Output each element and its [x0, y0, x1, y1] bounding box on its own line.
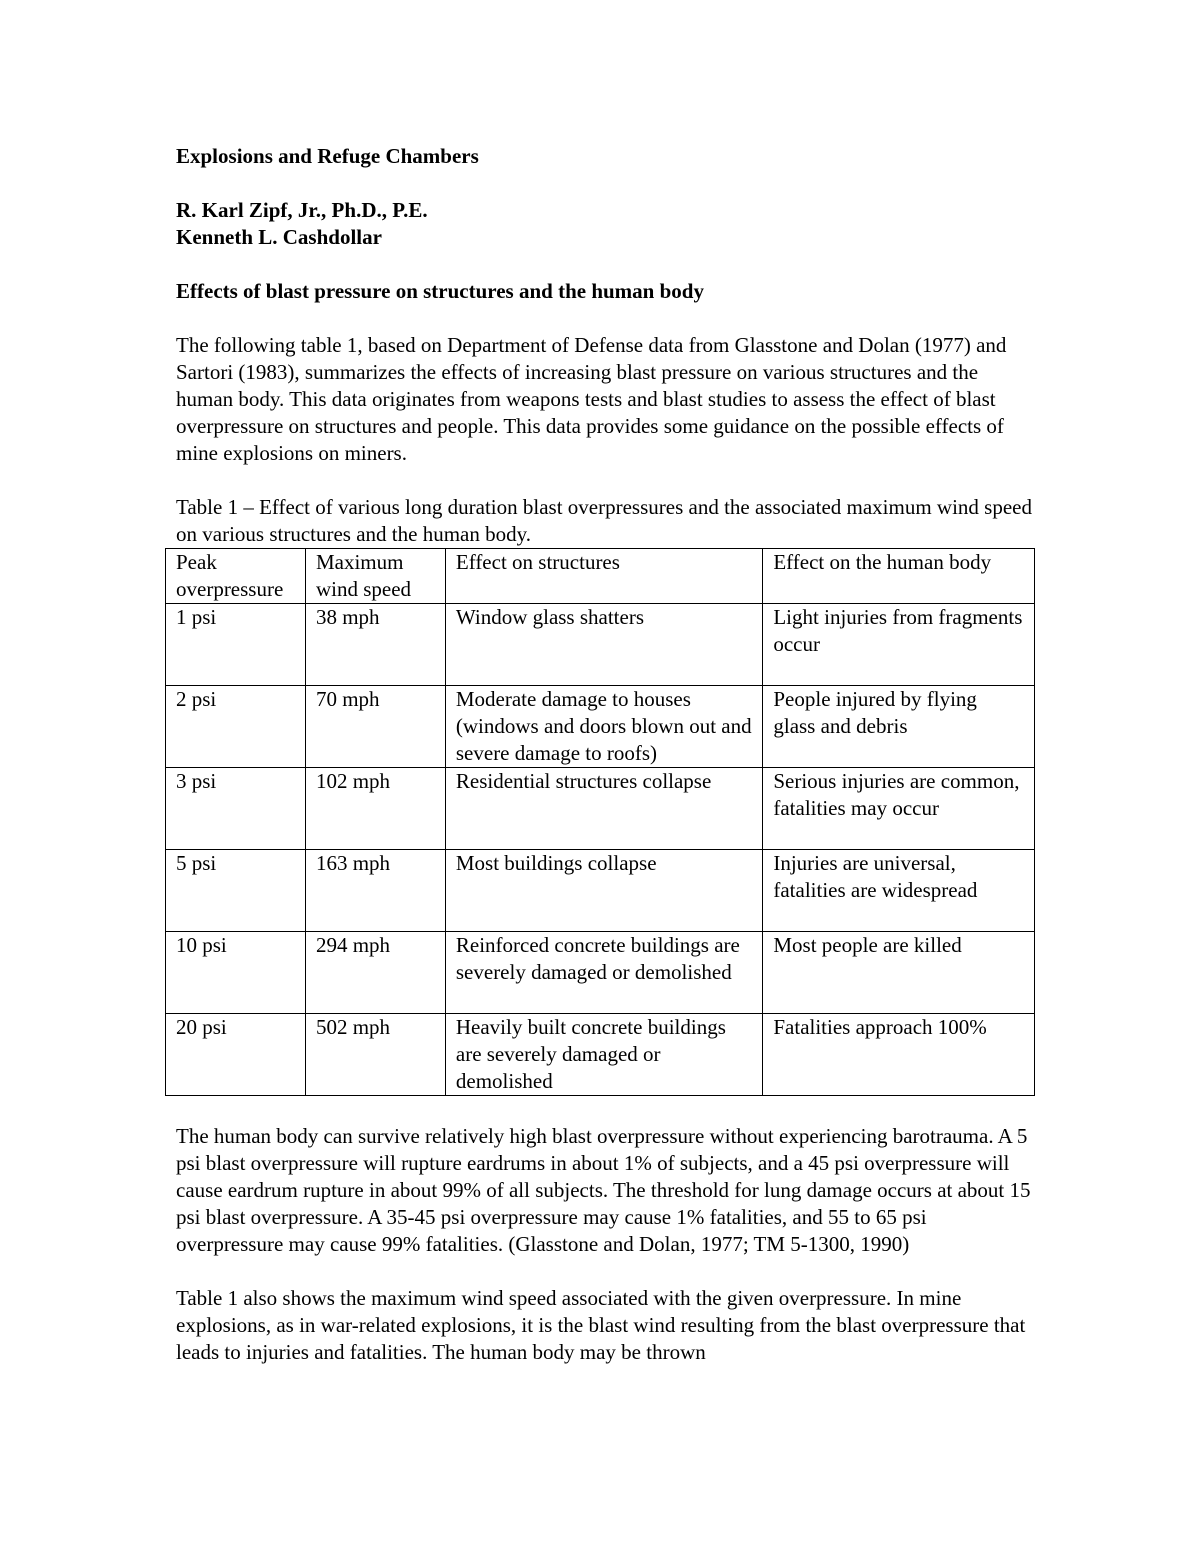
table-cell: 502 mph [305, 1014, 445, 1096]
table-row [166, 686, 1035, 768]
author-name: R. Karl Zipf, Jr., Ph.D., P.E. [176, 198, 428, 222]
table-header-cell: Effect on the human body [763, 549, 1035, 604]
table-cell: Residential structures collapse [445, 768, 762, 850]
table-cell: 294 mph [305, 932, 445, 1014]
table-cell: Moderate damage to houses (windows and doors blown out and severe damage to roofs) [445, 686, 762, 768]
table-cell: Window glass shatters [445, 604, 762, 686]
table-cell: Most buildings collapse [445, 850, 762, 932]
table-cell: 10 psi [166, 932, 306, 1014]
table-cell: Heavily built concrete buildings are severely damaged or demolished [445, 1014, 762, 1096]
table-row [166, 932, 1035, 1014]
table-cell: Most people are killed [763, 932, 1035, 1014]
table-cell: 163 mph [305, 850, 445, 932]
table-row [166, 1014, 1035, 1096]
document-title: Explosions and Refuge Chambers [176, 144, 479, 168]
author-list [176, 197, 1036, 251]
section-heading: Effects of blast pressure on structures and the human body [176, 279, 704, 303]
table-header-cell: Maximum wind speed [305, 549, 445, 604]
table-cell: 38 mph [305, 604, 445, 686]
table-header-cell: Effect on structures [445, 549, 762, 604]
body-paragraph: Table 1 also shows the maximum wind speed associated with the given overpressure. In mine explosions, as in war-related explosions, it is the blast wind resulting from the blast overpressure that leads to injuries and fatalities. The human body may be thrown [176, 1286, 1026, 1364]
table-cell: 5 psi [166, 850, 306, 932]
table-cell: 20 psi [166, 1014, 306, 1096]
table-row [166, 850, 1035, 932]
table-caption: Table 1 – Effect of various long duration blast overpressures and the associated maximum wind speed on various structures and the human body. [176, 495, 1032, 546]
table-cell: 1 psi [166, 604, 306, 686]
table-cell: 3 psi [166, 768, 306, 850]
body-paragraph: The human body can survive relatively high blast overpressure without experiencing barotrauma. A 5 psi blast overpressure will rupture eardrums in about 1% of subjects, and a 45 psi overpressure will cause eardrum rupture in about 99% of all subjects. The threshold for lung damage occurs at about 15 psi blast overpressure. A 35-45 psi overpressure may cause 1% fatalities, and 55 to 65 psi overpressure may cause 99% fatalities. (Glasstone and Dolan, 1977; TM 5-1300, 1990) [176, 1124, 1031, 1256]
table-cell: 2 psi [166, 686, 306, 768]
author-name: Kenneth L. Cashdollar [176, 225, 382, 249]
table-row [166, 604, 1035, 686]
table-cell: Injuries are universal, fatalities are widespread [763, 850, 1035, 932]
table-cell: Serious injuries are common, fatalities may occur [763, 768, 1035, 850]
table-cell: Fatalities approach 100% [763, 1014, 1035, 1096]
table-row [166, 768, 1035, 850]
blast-effects-table [165, 548, 1035, 1096]
table-cell: Light injuries from fragments occur [763, 604, 1035, 686]
table-cell: 102 mph [305, 768, 445, 850]
document-page [176, 143, 1036, 1366]
table-cell: People injured by flying glass and debris [763, 686, 1035, 768]
table-header-row [166, 549, 1035, 604]
table-cell: Reinforced concrete buildings are severely damaged or demolished [445, 932, 762, 1014]
table-header-cell: Peak overpressure [166, 549, 306, 604]
intro-paragraph: The following table 1, based on Department of Defense data from Glasstone and Dolan (1977) and Sartori (1983), summarizes the effects of increasing blast pressure on various structures and the human body. This data originates from weapons tests and blast studies to assess the effect of blast overpressure on structures and people. This data provides some guidance on the possible effects of mine explosions on miners. [176, 333, 1007, 465]
table-cell: 70 mph [305, 686, 445, 768]
